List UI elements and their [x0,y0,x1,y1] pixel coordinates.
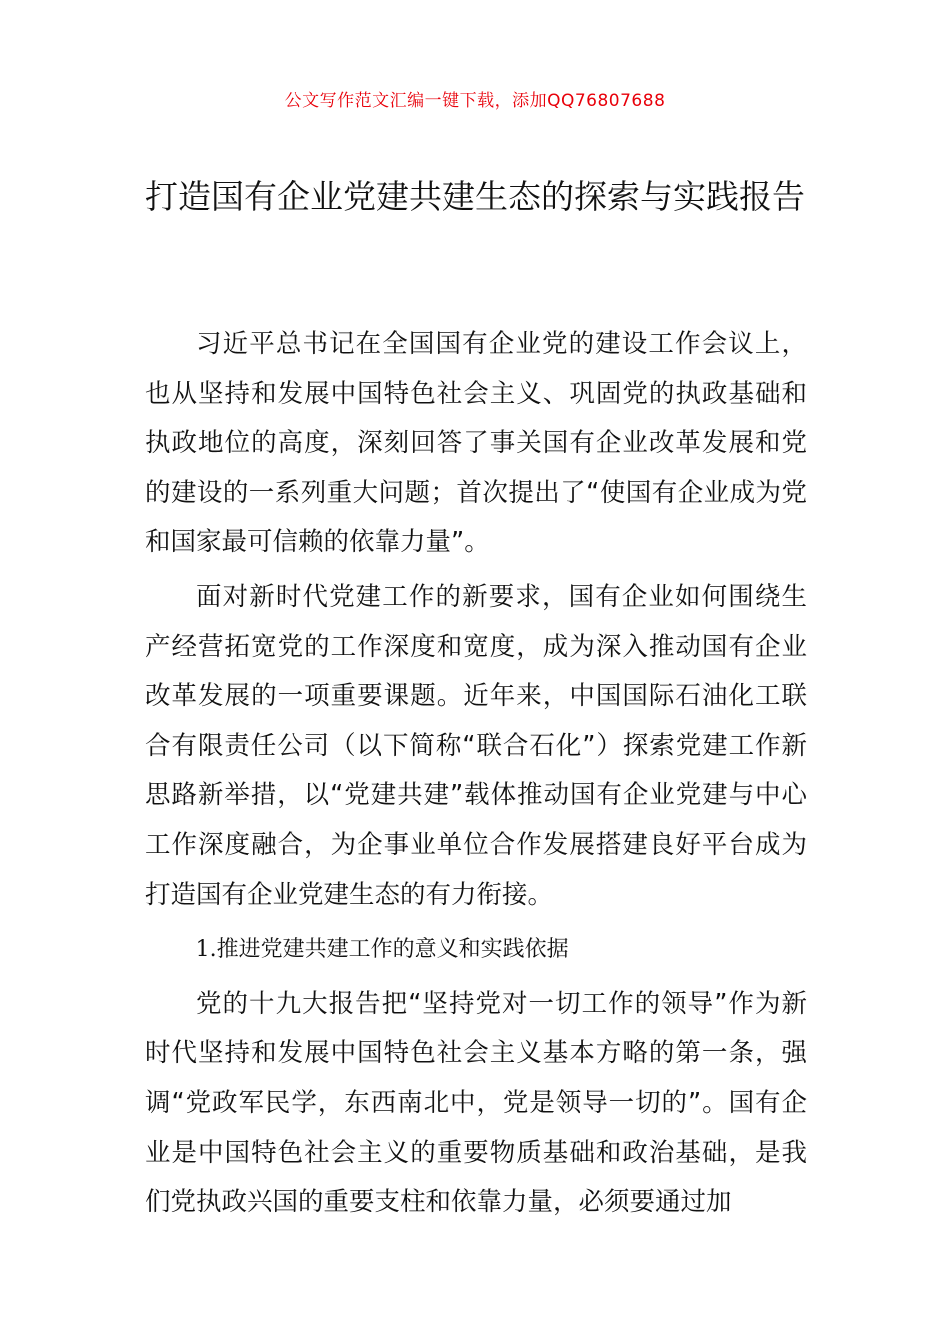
document-title: 打造国有企业党建共建生态的探索与实践报告 [145,177,805,216]
document-body [145,320,807,1233]
section-heading: 1.推进党建共建工作的意义和实践依据 [195,937,569,963]
body-paragraph: 面对新时代党建工作的新要求，国有企业如何围绕生产经营拓宽党的工作深度和宽度，成为深入推动国有企业改革发展的一项重要课题。近年来，中国国际石油化工联合有限责任公司（以下简称“联合石化”）探索党建工作新思路新举措，以“党建共建”载体推动国有企业党建与中心工作深度融合，为企事业单位合作发展搭建良好平台成为打造国有企业党建生态的有力衔接。 [145,581,807,910]
body-paragraph: 习近平总书记在全国国有企业党的建设工作会议上，也从坚持和发展中国特色社会主义、巩固党的执政基础和执政地位的高度，深刻回答了事关国有企业改革发展和党的建设的一系列重大问题；首次提出了“使国有企业成为党和国家最可信赖的依靠力量”。 [145,329,807,558]
download-notice: 公文写作范文汇编一键下载，添加QQ76807688 [284,91,666,111]
body-paragraph: 党的十九大报告把“坚持党对一切工作的领导”作为新时代坚持和发展中国特色社会主义基本方略的第一条，强调“党政军民学，东西南北中，党是领导一切的”。国有企业是中国特色社会主义的重要物质基础和政治基础，是我们党执政兴国的重要支柱和依靠力量，必须要通过加 [145,988,807,1218]
